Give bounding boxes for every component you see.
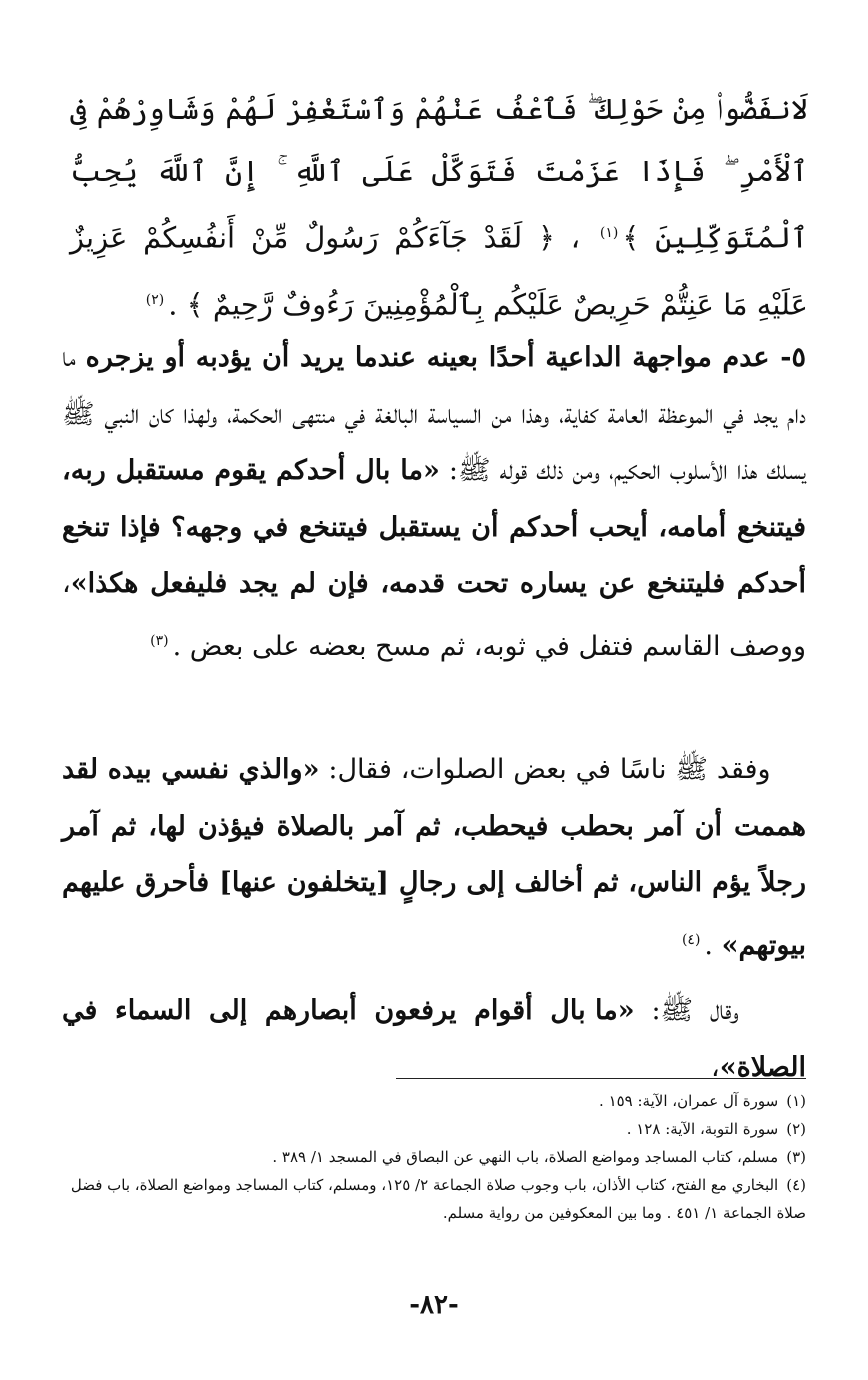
page-number: -٨٢- bbox=[409, 1290, 459, 1320]
footnote-number: (٣) bbox=[786, 1148, 806, 1166]
paragraph-6 bbox=[62, 742, 806, 974]
footnote-3 bbox=[62, 1143, 806, 1171]
hadith-quote-2: «والذي نفسي بيده لقد هممت أن آمر بحطب فيحطب، ثم آمر بالصلاة فيؤذن لها، ثم آمر رجلاً يؤم الناس، ثم أخالف إلى رجالٍ [يتخلفون عنها] فأحرق عليهم بيوتهم» bbox=[62, 754, 806, 961]
footnote-1 bbox=[62, 1087, 806, 1115]
paragraph-7-text-end: ، bbox=[711, 1051, 720, 1083]
section-heading: ٥- عدم مواجهة الداعية أحدًا بعينه عندما يريد أن يؤدبه أو يزجره bbox=[85, 342, 806, 373]
footnote-separator bbox=[396, 1078, 806, 1079]
paragraph-6-text: وفقد ﷺ ناسًا في بعض الصلوات، فقال: bbox=[328, 754, 771, 785]
footnote-text: البخاري مع الفتح، كتاب الأذان، باب وجوب صلاة الجماعة ٢/ ١٢٥، ومسلم، كتاب المساجد ومواضع الصلاة، باب فضل صلاة الجماعة ١/ ٤٥١ . وما بين المعكوفين من رواية مسلم. bbox=[70, 1176, 806, 1222]
footnote-ref-2: (٢) bbox=[145, 291, 165, 308]
quran-verse-block bbox=[70, 78, 808, 335]
footnote-number: (١) bbox=[786, 1092, 806, 1110]
footnote-number: (٢) bbox=[786, 1120, 806, 1138]
footnote-2 bbox=[62, 1115, 806, 1143]
verse-text-2: ، ﴿ لَقَدْ جَآءَكُمْ رَسُولٌ مِّنْ أَنفُسِكُمْ عَزِيزٌ عَلَيْهِ مَا عَنِتُّمْ حَرِيصٌ عَلَيْكُم بِٱلْمُؤْمِنِينَ رَءُوفٌ رَّحِيمٌ ﴾ . bbox=[70, 220, 808, 322]
paragraph-7 bbox=[62, 983, 806, 1096]
footnote-ref-3: (٣) bbox=[150, 632, 169, 649]
footnote-4 bbox=[62, 1171, 806, 1227]
hadith-quote-1: «ما بال أحدكم يقوم مستقبل ربه، فيتنخع أمامه، أيحب أحدكم أن يستقبل فيتنخع في وجهه؟ فإذا تنخع أحدكم فليتنخع عن يساره تحت قدمه، فإن لم يجد فليفعل هكذا» bbox=[62, 455, 806, 599]
verse-text-1: لَانفَضُّوا۟ مِنْ حَوْلِكَ ۖ فَٱعْفُ عَنْهُمْ وَٱسْتَغْفِرْ لَهُمْ وَشَاوِرْهُمْ فِى ٱلْأَمْرِ ۖ فَإِذَا عَزَمْتَ فَتَوَكَّلْ عَلَى ٱللَّهِ ۚ إِنَّ ٱللَّهَ يُحِبُّ ٱلْمُتَوَكِّلِينَ ﴾ bbox=[70, 92, 808, 255]
footnote-ref-1: (١) bbox=[599, 225, 619, 241]
paragraph-5 bbox=[62, 330, 806, 675]
hadith-quote-3: «ما بال أقوام يرفعون أبصارهم إلى السماء في الصلاة» bbox=[62, 995, 806, 1083]
paragraph-5-text-end: ، ووصف القاسم فتفل في ثوبه، ثم مسح بعضه على بعض . bbox=[62, 568, 806, 662]
paragraph-5-text: ما دام يجد في الموعظة العامة كفاية، وهذا من السياسة البالغة في منتهى الحكمة، ولهذا كان النبي ﷺ يسلك هذا الأسلوب الحكيم، ومن ذلك قوله ﷺ: bbox=[62, 342, 806, 486]
footnote-text: مسلم، كتاب المساجد ومواضع الصلاة، باب النهي عن البصاق في المسجد ١/ ٣٨٩ . bbox=[272, 1148, 779, 1166]
paragraph-7-text: وقال ﷺ: bbox=[651, 995, 739, 1026]
footnote-ref-4: (٤) bbox=[681, 931, 701, 948]
footnote-text: سورة آل عمران، الآية: ١٥٩ . bbox=[599, 1092, 779, 1110]
footnotes bbox=[62, 1087, 806, 1227]
paragraph-6-text-end: . bbox=[704, 929, 722, 961]
footnote-text: سورة التوبة، الآية: ١٢٨ . bbox=[626, 1120, 779, 1138]
footnote-number: (٤) bbox=[786, 1176, 806, 1194]
